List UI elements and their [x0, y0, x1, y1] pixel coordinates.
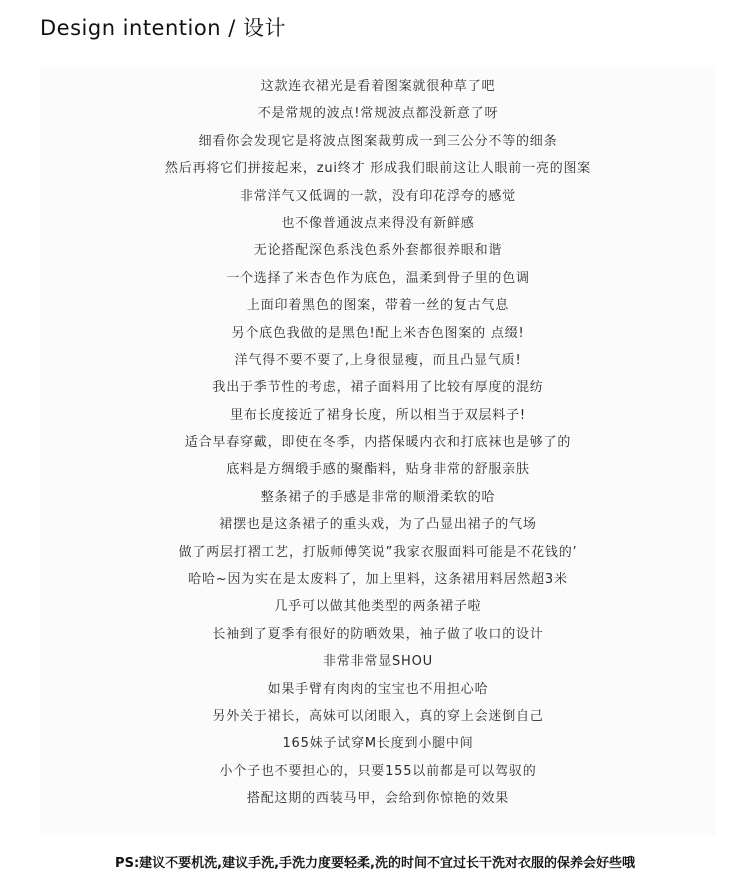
description-line: 几乎可以做其他类型的两条裙子啦	[274, 599, 482, 615]
description-line: 搭配这期的西装马甲，会给到你惊艳的效果	[246, 791, 510, 807]
description-line: 另外关于裙长，高妹可以闭眼入，真的穿上会迷倒自己	[212, 708, 544, 724]
description-line: 裙摆也是这条裙子的重头戏，为了凸显出裙子的气场	[219, 517, 537, 533]
description-line: 我出于季节性的考虑，裙子面料用了比较有厚度的混纺	[212, 380, 544, 396]
description-line: 长袖到了夏季有很好的防晒效果，袖子做了收口的设计	[212, 626, 544, 642]
description-line: 细看你会发现它是将波点图案裁剪成一到三公分不等的细条	[198, 133, 558, 149]
description-line: 小个子也不要担心的，只要155以前都是可以驾驭的	[219, 763, 537, 779]
description-line: 然后再将它们拼接起来，zui终才 形成我们眼前这让人眼前一亮的图案	[164, 161, 592, 177]
description-line: 另个底色我做的是黑色!配上米杏色图案的 点缀!	[231, 325, 525, 341]
description-line: 也不像普通波点来得没有新鲜感	[281, 215, 475, 231]
description-line: 上面印着黑色的图案，带着一丝的复古气息	[246, 298, 510, 314]
description-line: 165妹子试穿M长度到小腿中间	[282, 736, 474, 752]
description-line: 如果手臂有肉肉的宝宝也不用担心哈	[267, 681, 489, 697]
description-line: 不是常规的波点!常规波点都没新意了呀	[257, 106, 499, 122]
care-instructions-note: PS:建议不要机洗,建议手洗,手洗力度要轻柔,洗的时间不宜过长干洗对衣服的保养会好些哦	[115, 856, 635, 871]
description-line: 非常非常显SHOU	[323, 654, 433, 670]
description-line: 里布长度接近了裙身长度，所以相当于双层料子!	[230, 407, 526, 423]
page-title: Design intention / 设计	[40, 16, 286, 40]
description-line: 底料是方绸缎手感的聚酯料，贴身非常的舒服亲肤	[226, 462, 530, 478]
description-line: 无论搭配深色系浅色系外套都很养眼和谐	[253, 243, 503, 259]
description-line: 洋气得不要不要了,上身很显瘦，而且凸显气质!	[234, 352, 522, 368]
description-line: 这款连衣裙光是看着图案就很种草了吧	[260, 79, 496, 94]
description-line: 一个选择了米杏色作为底色，温柔到骨子里的色调	[226, 270, 530, 286]
description-panel	[40, 65, 716, 835]
description-line: 非常洋气又低调的一款，没有印花浮夸的感觉	[239, 188, 516, 204]
description-lines	[40, 73, 716, 813]
description-line: 整条裙子的手感是非常的顺滑柔软的哈	[260, 489, 496, 505]
description-line: 哈哈~因为实在是太废料了，加上里料，这条裙用料居然超3米	[188, 572, 568, 588]
description-line: 做了两层打褶工艺，打版师傅笑说”我家衣服面料可能是不花钱的’	[178, 544, 578, 560]
description-line: 适合早春穿戴，即使在冬季，内搭保暖内衣和打底袜也是够了的	[184, 435, 572, 451]
